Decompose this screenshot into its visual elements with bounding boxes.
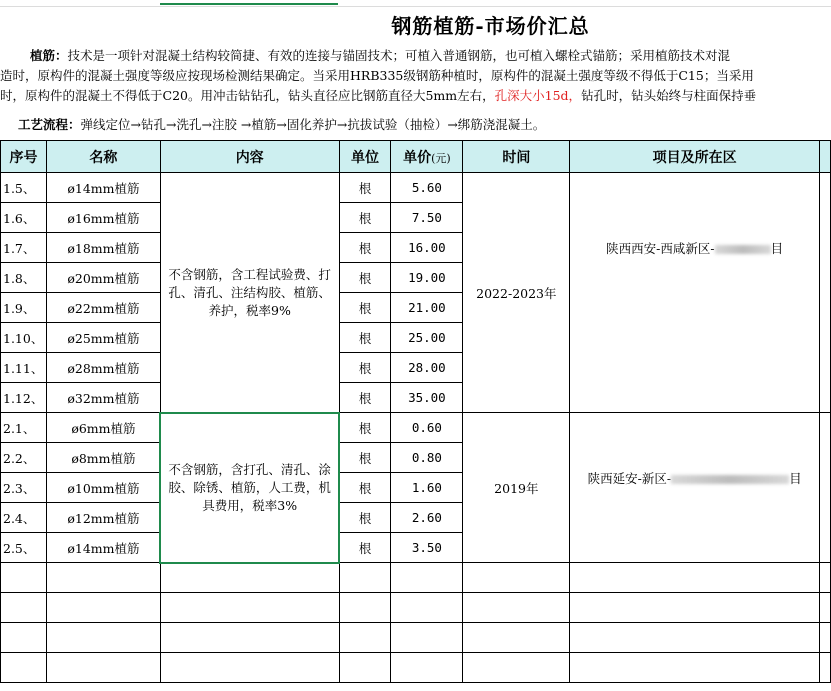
cell-name[interactable]: ø14mm植筋 — [46, 533, 160, 563]
empty-cell[interactable] — [819, 593, 830, 623]
cell-unit[interactable]: 根 — [339, 383, 391, 413]
cell-unit[interactable]: 根 — [339, 473, 391, 503]
project-tail: 目 — [789, 470, 802, 486]
cell-seq[interactable]: 1.8、 — [1, 263, 47, 293]
intro-line-2: 造时，原构件的混凝土强度等级应按现场检测结果确定。当采用HRB335级钢筋种植时，原构件的混凝土强度等级不得低于C15；当采用 — [0, 68, 754, 83]
cell-name[interactable]: ø6mm植筋 — [46, 413, 160, 443]
empty-cell[interactable] — [46, 593, 160, 623]
cell-price[interactable]: 1.60 — [391, 473, 463, 503]
price-table — [0, 140, 831, 683]
empty-cell[interactable] — [463, 563, 570, 593]
cell-name[interactable]: ø16mm植筋 — [46, 203, 160, 233]
cell-price[interactable]: 0.80 — [391, 443, 463, 473]
sheet-top-bar — [0, 0, 831, 7]
empty-row — [1, 563, 831, 593]
cell-name[interactable]: ø14mm植筋 — [46, 173, 160, 203]
empty-cell[interactable] — [46, 653, 160, 683]
cell-seq[interactable]: 1.11、 — [1, 353, 47, 383]
cell-seq[interactable]: 2.4、 — [1, 503, 47, 533]
cell-seq[interactable]: 1.7、 — [1, 233, 47, 263]
cell-price[interactable]: 19.00 — [391, 263, 463, 293]
empty-cell[interactable] — [570, 623, 820, 653]
header-seq[interactable]: 序号 — [1, 141, 47, 173]
cell-extra[interactable] — [819, 413, 830, 563]
cell-price[interactable]: 16.00 — [391, 233, 463, 263]
process-text: 弹线定位→钻孔→洗孔→注胶 →植筋→固化养护→抗拔试验（抽检）→绑筋浇混凝土。 — [80, 117, 546, 132]
cell-seq[interactable]: 1.12、 — [1, 383, 47, 413]
intro-text-1: 技术是一项针对混凝土结构较简捷、有效的连接与锚固技术；可植入普通钢筋，也可植入螺栓式锚筋；采用植筋技术对混 — [67, 48, 731, 63]
empty-cell[interactable] — [819, 653, 830, 683]
intro-highlight: 孔深大小15d， — [494, 88, 582, 103]
cell-price[interactable]: 2.60 — [391, 503, 463, 533]
empty-cell[interactable] — [570, 653, 820, 683]
cell-unit[interactable]: 根 — [339, 503, 391, 533]
empty-cell[interactable] — [339, 623, 391, 653]
header-project[interactable]: 项目及所在区 — [570, 141, 820, 173]
header-time[interactable]: 时间 — [463, 141, 570, 173]
cell-seq[interactable]: 1.10、 — [1, 323, 47, 353]
cell-price[interactable]: 0.60 — [391, 413, 463, 443]
cell-unit[interactable]: 根 — [339, 203, 391, 233]
cell-name[interactable]: ø12mm植筋 — [46, 503, 160, 533]
cell-content[interactable]: 不含钢筋，含工程试验费、打孔、清孔、注结构胶、植筋、养护，税率9% — [160, 173, 339, 413]
intro-label: 植筋： — [30, 48, 68, 63]
cell-price[interactable]: 7.50 — [391, 203, 463, 233]
header-price-unit: (元) — [431, 151, 451, 165]
redacted-text — [671, 475, 789, 484]
cell-price[interactable]: 5.60 — [391, 173, 463, 203]
cell-name[interactable]: ø10mm植筋 — [46, 473, 160, 503]
table-header-row — [1, 141, 831, 173]
empty-cell[interactable] — [463, 623, 570, 653]
intro-line-1 — [0, 46, 831, 64]
cell-name[interactable]: ø28mm植筋 — [46, 353, 160, 383]
empty-cell[interactable] — [391, 563, 463, 593]
cell-price[interactable]: 28.00 — [391, 353, 463, 383]
empty-row — [1, 593, 831, 623]
process-line — [0, 115, 831, 133]
table-row — [1, 413, 831, 443]
empty-cell[interactable] — [160, 653, 339, 683]
cell-time[interactable]: 2022-2023年 — [463, 173, 570, 413]
empty-cell[interactable] — [46, 563, 160, 593]
header-price-label: 单价 — [403, 149, 432, 166]
cell-content[interactable]: 不含钢筋，含打孔、清孔、涂胶、除锈、植筋，人工费，机具费用，税率3% — [160, 413, 339, 563]
cell-unit[interactable]: 根 — [339, 353, 391, 383]
empty-cell[interactable] — [46, 623, 160, 653]
cell-unit[interactable]: 根 — [339, 263, 391, 293]
empty-cell[interactable] — [339, 563, 391, 593]
cell-unit[interactable]: 根 — [339, 293, 391, 323]
cell-project[interactable] — [570, 173, 820, 413]
empty-cell[interactable] — [1, 563, 47, 593]
cell-seq[interactable]: 1.6、 — [1, 203, 47, 233]
empty-row — [1, 623, 831, 653]
empty-cell[interactable] — [391, 653, 463, 683]
intro-text-3b: 钻孔时，钻头始终与柱面保持垂 — [581, 88, 757, 103]
header-unit[interactable]: 单位 — [339, 141, 391, 173]
cell-name[interactable]: ø8mm植筋 — [46, 443, 160, 473]
sheet-title: 钢筋植筋-市场价汇总 — [391, 14, 590, 38]
cell-price[interactable]: 25.00 — [391, 323, 463, 353]
empty-cell[interactable] — [391, 593, 463, 623]
cell-unit[interactable]: 根 — [339, 533, 391, 563]
empty-cell[interactable] — [391, 623, 463, 653]
cell-name[interactable]: ø20mm植筋 — [46, 263, 160, 293]
cell-seq[interactable]: 2.5、 — [1, 533, 47, 563]
empty-cell[interactable] — [463, 593, 570, 623]
process-label: 工艺流程： — [18, 117, 81, 132]
empty-cell[interactable] — [339, 593, 391, 623]
cell-price[interactable]: 35.00 — [391, 383, 463, 413]
empty-cell[interactable] — [819, 563, 830, 593]
empty-cell[interactable] — [463, 653, 570, 683]
intro-text-3a: 时，原构件的混凝土不得低于C20。用冲击钻钻孔，钻头直径应比钢筋直径大5mm左右， — [0, 88, 495, 103]
cell-extra[interactable] — [819, 173, 830, 413]
cell-name[interactable]: ø18mm植筋 — [46, 233, 160, 263]
cell-name[interactable]: ø22mm植筋 — [46, 293, 160, 323]
active-column-indicator — [160, 3, 338, 5]
header-extra[interactable] — [819, 141, 830, 173]
cell-seq[interactable]: 1.9、 — [1, 293, 47, 323]
cell-unit[interactable]: 根 — [339, 413, 391, 443]
empty-cell[interactable] — [819, 623, 830, 653]
cell-name[interactable]: ø25mm植筋 — [46, 323, 160, 353]
header-price[interactable] — [391, 141, 463, 173]
cell-seq[interactable]: 1.5、 — [1, 173, 47, 203]
cell-name[interactable]: ø32mm植筋 — [46, 383, 160, 413]
empty-cell[interactable] — [160, 593, 339, 623]
project-tail: 目 — [770, 240, 784, 256]
empty-cell[interactable] — [1, 623, 47, 653]
table-row — [1, 173, 831, 203]
redacted-text — [715, 245, 771, 254]
cell-price[interactable]: 3.50 — [391, 533, 463, 563]
empty-cell[interactable] — [570, 593, 820, 623]
project-text: 陕西西安-西咸新区- — [606, 240, 715, 256]
empty-row — [1, 653, 831, 683]
cell-seq[interactable]: 2.1、 — [1, 413, 47, 443]
cell-unit[interactable]: 根 — [339, 173, 391, 203]
intro-line-3 — [0, 86, 831, 104]
project-text: 陕西延安-新区- — [587, 470, 672, 486]
cell-unit[interactable]: 根 — [339, 233, 391, 263]
cell-project[interactable] — [570, 413, 820, 563]
header-content[interactable]: 内容 — [160, 141, 339, 173]
cell-time[interactable]: 2019年 — [463, 413, 570, 563]
cell-unit[interactable]: 根 — [339, 323, 391, 353]
empty-cell[interactable] — [1, 653, 47, 683]
header-name[interactable]: 名称 — [46, 141, 160, 173]
cell-price[interactable]: 21.00 — [391, 293, 463, 323]
empty-cell[interactable] — [160, 563, 339, 593]
empty-cell[interactable] — [339, 653, 391, 683]
empty-cell[interactable] — [160, 623, 339, 653]
cell-unit[interactable]: 根 — [339, 443, 391, 473]
empty-cell[interactable] — [1, 593, 47, 623]
empty-cell[interactable] — [570, 563, 820, 593]
cell-seq[interactable]: 2.2、 — [1, 443, 47, 473]
cell-seq[interactable]: 2.3、 — [1, 473, 47, 503]
